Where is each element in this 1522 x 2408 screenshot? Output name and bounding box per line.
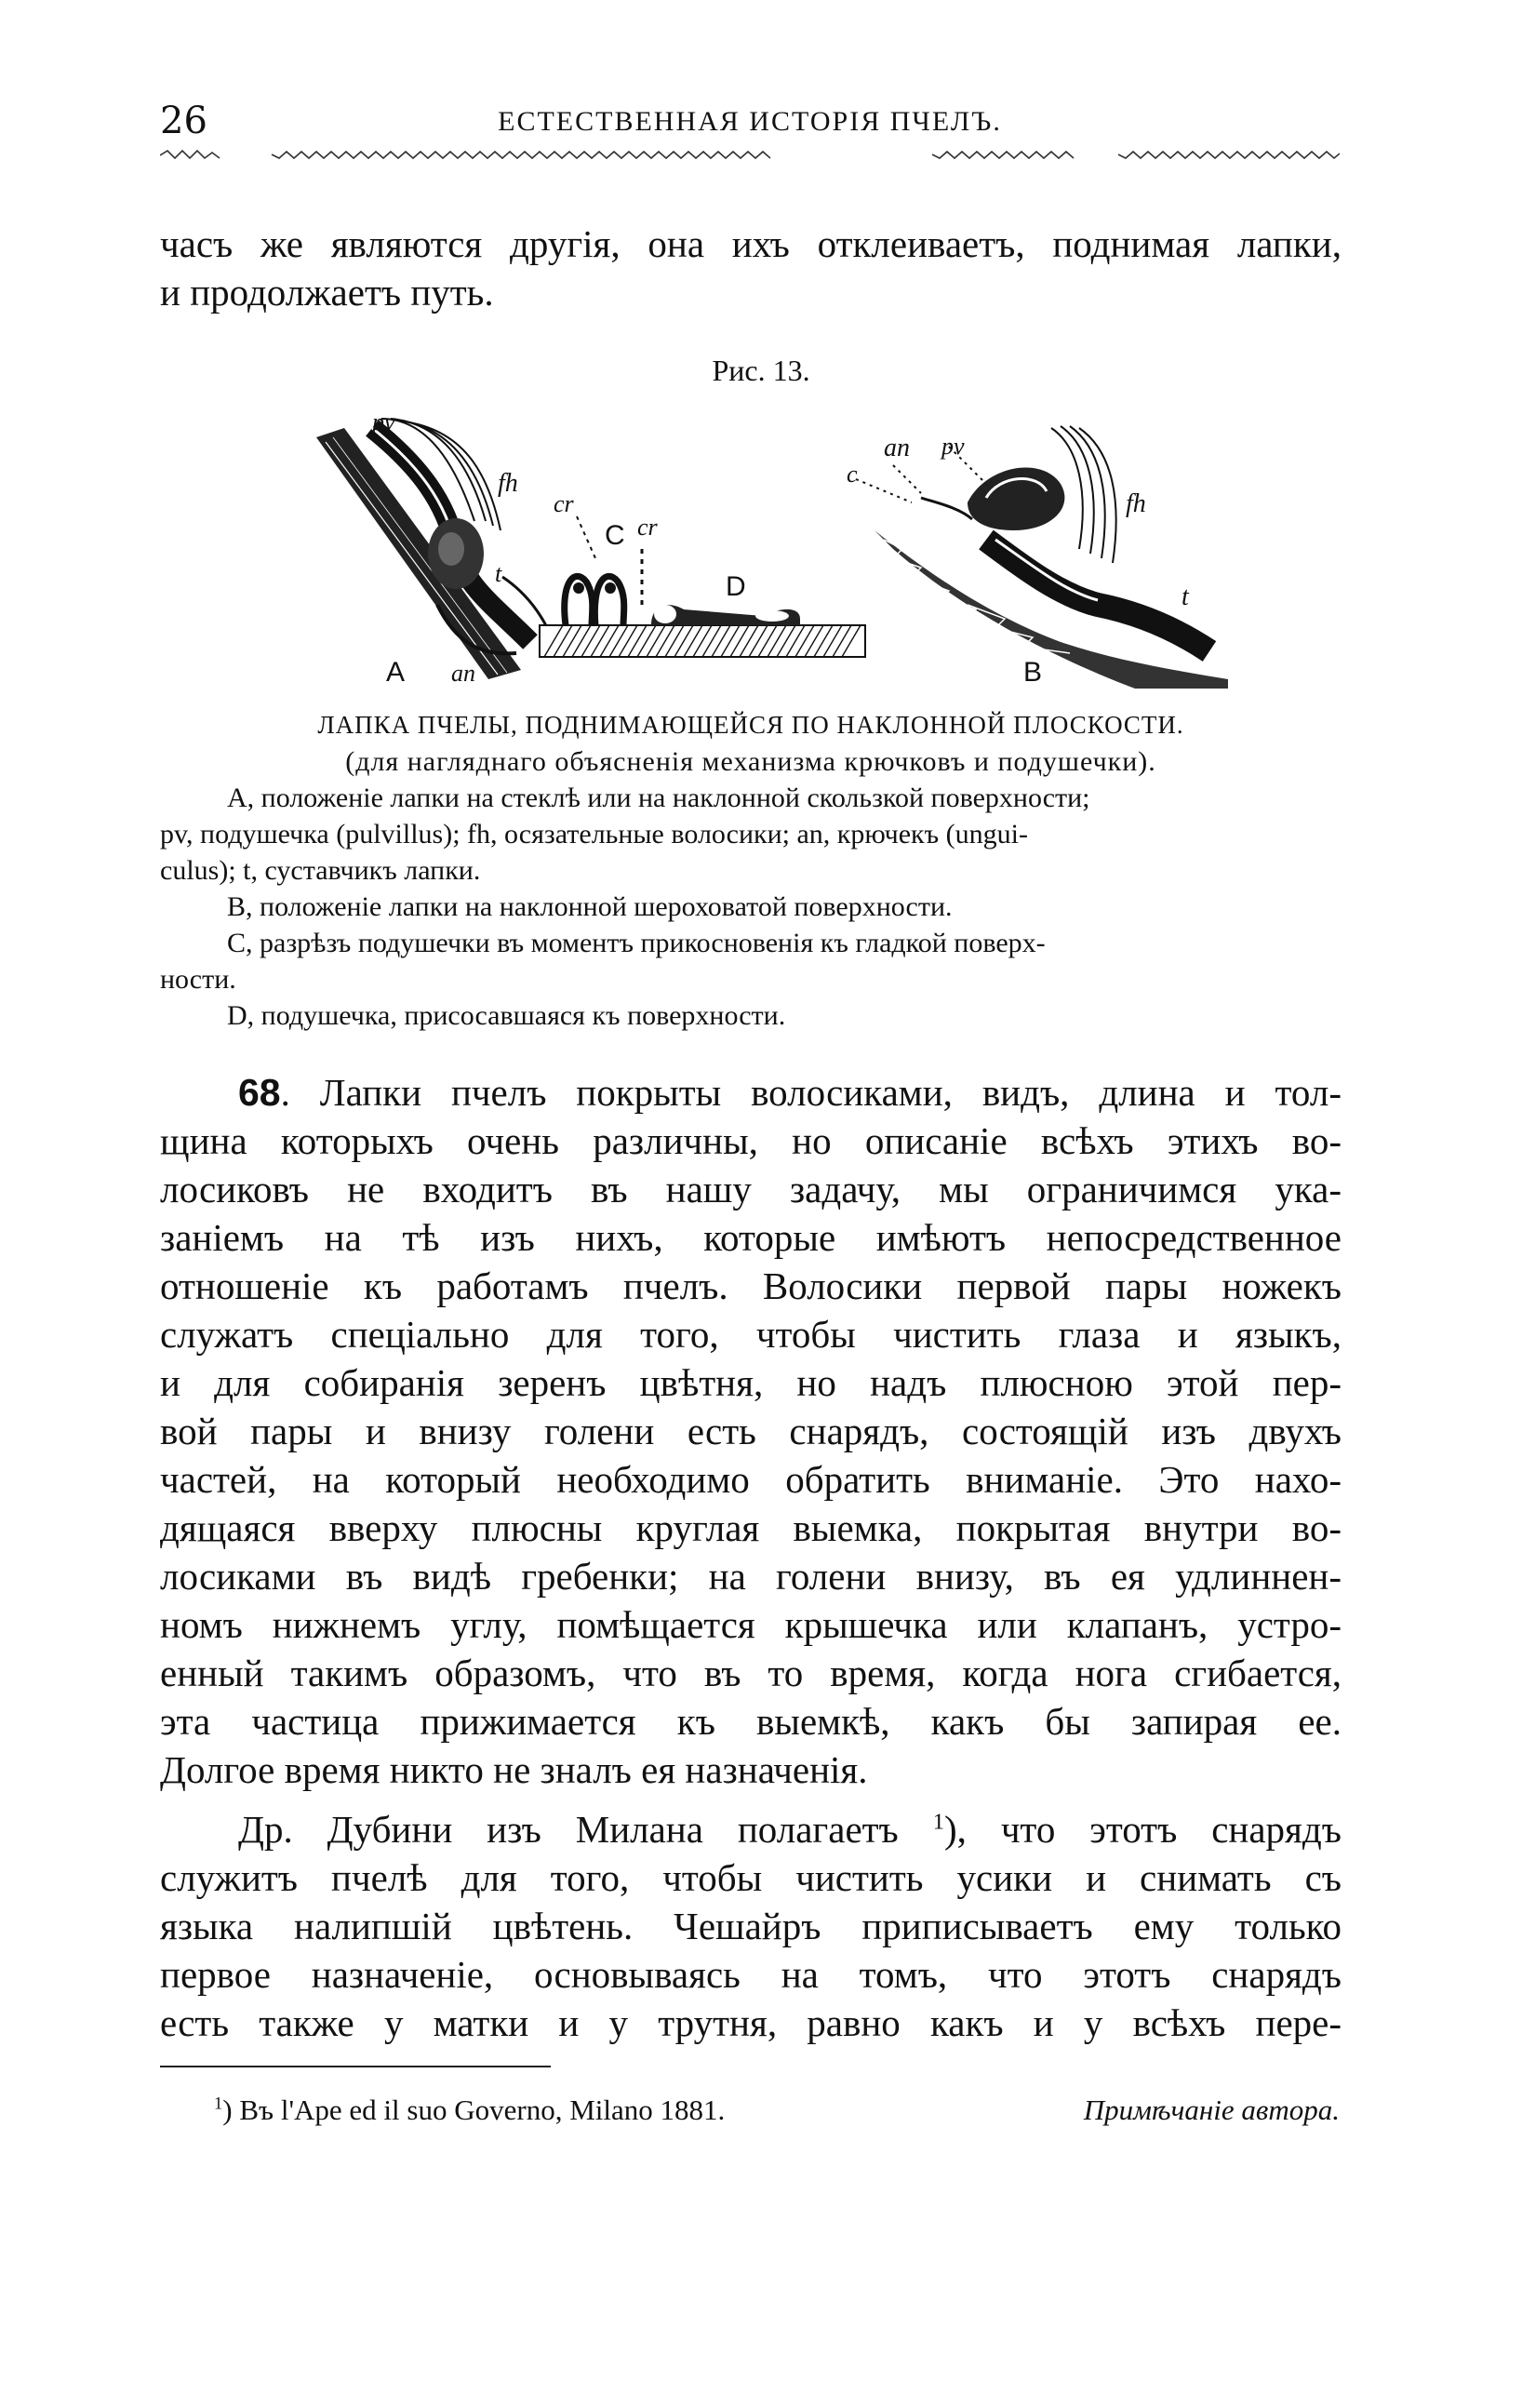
panel-a-drawing xyxy=(316,419,558,679)
page-number: 26 xyxy=(160,100,207,142)
text-line: щина которыхъ очень различны, но описаніе всѣхъ этихъ во- xyxy=(160,1119,1342,1162)
running-header xyxy=(160,93,1340,149)
header-ornamental-rule xyxy=(160,149,1340,162)
caption-line: D, подушечка, присосавшаяся къ поверхности. xyxy=(227,1000,786,1031)
text-line: енный такимъ образомъ, что въ то время, когда нога сгибается, xyxy=(160,1652,1342,1694)
caption-line: С, разрѣзъ подушечки въ моментъ прикосновенія къ гладкой поверх- xyxy=(227,928,1046,958)
text-line: служатъ спеціально для того, чтобы чистить глаза и языкъ, xyxy=(160,1313,1342,1356)
label-b: B xyxy=(1023,657,1043,688)
running-title: ЕСТЕСТВЕННАЯ ИСТОРІЯ ПЧЕЛЪ. xyxy=(498,106,1002,137)
footnote-author-note: Примѣчаніе автора. xyxy=(1083,2094,1340,2126)
text-line: вой пары и внизу голени есть снарядъ, состоящій изъ двухъ xyxy=(160,1410,1342,1452)
label-cr-left: cr xyxy=(554,490,574,517)
label-c: C xyxy=(605,520,625,551)
text-line: языка налипшій цвѣтень. Чешайръ приписываетъ ему только xyxy=(160,1905,1342,1947)
label-a: A xyxy=(386,657,406,688)
label-fh-left: fh xyxy=(498,469,518,498)
section-first-line: 68. Лапки пчелъ покрыты волосиками, видъ, длина и тол- xyxy=(238,1071,1342,1114)
label-t-right: t xyxy=(1182,582,1189,611)
label-fh-right: fh xyxy=(1126,489,1146,518)
caption-line: ности. xyxy=(160,964,236,995)
bee-leg-drawing xyxy=(316,409,1228,689)
caption-subtitle: (для нагляднаго объясненія механизма крючковъ и подушечки). xyxy=(345,746,1156,777)
text-line: лосиковъ не входитъ въ нашу задачу, мы ограничимся ука- xyxy=(160,1168,1342,1211)
footnote-rule xyxy=(160,2066,551,2067)
label-cr-right: cr xyxy=(637,514,658,541)
text-line: дящаяся вверху плюсны круглая выемка, покрытая внутри во- xyxy=(160,1506,1342,1549)
text-line: отношеніе къ работамъ пчелъ. Волосики первой пары ножекъ xyxy=(160,1264,1342,1307)
footnote-marker: 1 xyxy=(214,2094,223,2114)
figure-bee-leg-illustration xyxy=(316,409,1228,689)
text-line: номъ нижнемъ углу, помѣщается крышечка или клапанъ, устро- xyxy=(160,1603,1342,1646)
caption-line: В, положеніе лапки на наклонной шероховатой поверхности. xyxy=(227,891,953,922)
caption-title: ЛАПКА ПЧЕЛЫ, ПОДНИМАЮЩЕЙСЯ ПО НАКЛОННОЙ ПЛОСКОСТИ. xyxy=(317,711,1184,739)
label-an-right: an xyxy=(884,434,910,462)
text-line: лосиками въ видѣ гребенки; на голени внизу, въ ея удлиннен- xyxy=(160,1555,1342,1598)
section-number: 68 xyxy=(238,1071,281,1114)
text-line: эта частица прижимается къ выемкѣ, какъ бы запирая ее. xyxy=(160,1700,1342,1743)
footnote-text: $^1$) Въ l'Ape ed il suo Governo, Milano 1881. xyxy=(214,2094,726,2126)
label-c-small: c xyxy=(847,461,858,488)
caption-line: pv, подушечка (pulvillus); fh, осязательные волосики; an, крючекъ (ungui- xyxy=(160,819,1028,849)
label-t-left: t xyxy=(495,560,502,587)
label-pv-right: pv xyxy=(941,433,965,460)
footnote-ref[interactable]: 1 xyxy=(932,1809,944,1835)
text-line: частей, на который необходимо обратить вниманіе. Это нахо- xyxy=(160,1458,1342,1501)
panel-b-drawing xyxy=(856,426,1228,689)
panel-cd-drawing xyxy=(540,516,865,657)
label-an-left: an xyxy=(451,660,475,687)
intro-text xyxy=(160,220,1342,316)
caption-line: А, положеніе лапки на стеклѣ или на наклонной скользкой поверхности; xyxy=(227,783,1090,813)
paragraph-first-line: Др. Дубини изъ Милана полагаетъ $^1$), что этотъ снарядъ xyxy=(238,1808,1342,1851)
figure-label: Рис. 13. xyxy=(712,354,810,387)
text-line: и продолжаетъ путь. xyxy=(160,271,494,314)
label-d: D xyxy=(726,571,746,602)
paragraph-2 xyxy=(160,1805,1342,2047)
section-68 xyxy=(160,1068,1342,1794)
label-pv-left: pv xyxy=(372,409,395,435)
figure-caption xyxy=(160,707,1342,1034)
text-line: есть также у матки и у трутня, равно какъ и у всѣхъ пере- xyxy=(160,2001,1342,2044)
text-line: служитъ пчелѣ для того, чтобы чистить усики и снимать съ xyxy=(160,1856,1342,1899)
text-line: Долгое время никто не зналъ ея назначенія. xyxy=(160,1748,868,1791)
text-line: заніемъ на тѣ изъ нихъ, которые имѣютъ непосредственное xyxy=(160,1216,1342,1259)
text-line: первое назначеніе, основываясь на томъ, что этотъ снарядъ xyxy=(160,1953,1342,1996)
text-line: и для собиранія зеренъ цвѣтня, но надъ плюсною этой пер- xyxy=(160,1361,1342,1404)
text-line: часъ же являются другія, она ихъ отклеиваетъ, поднимая лапки, xyxy=(160,222,1342,265)
caption-line: culus); t, суставчикъ лапки. xyxy=(160,855,481,886)
